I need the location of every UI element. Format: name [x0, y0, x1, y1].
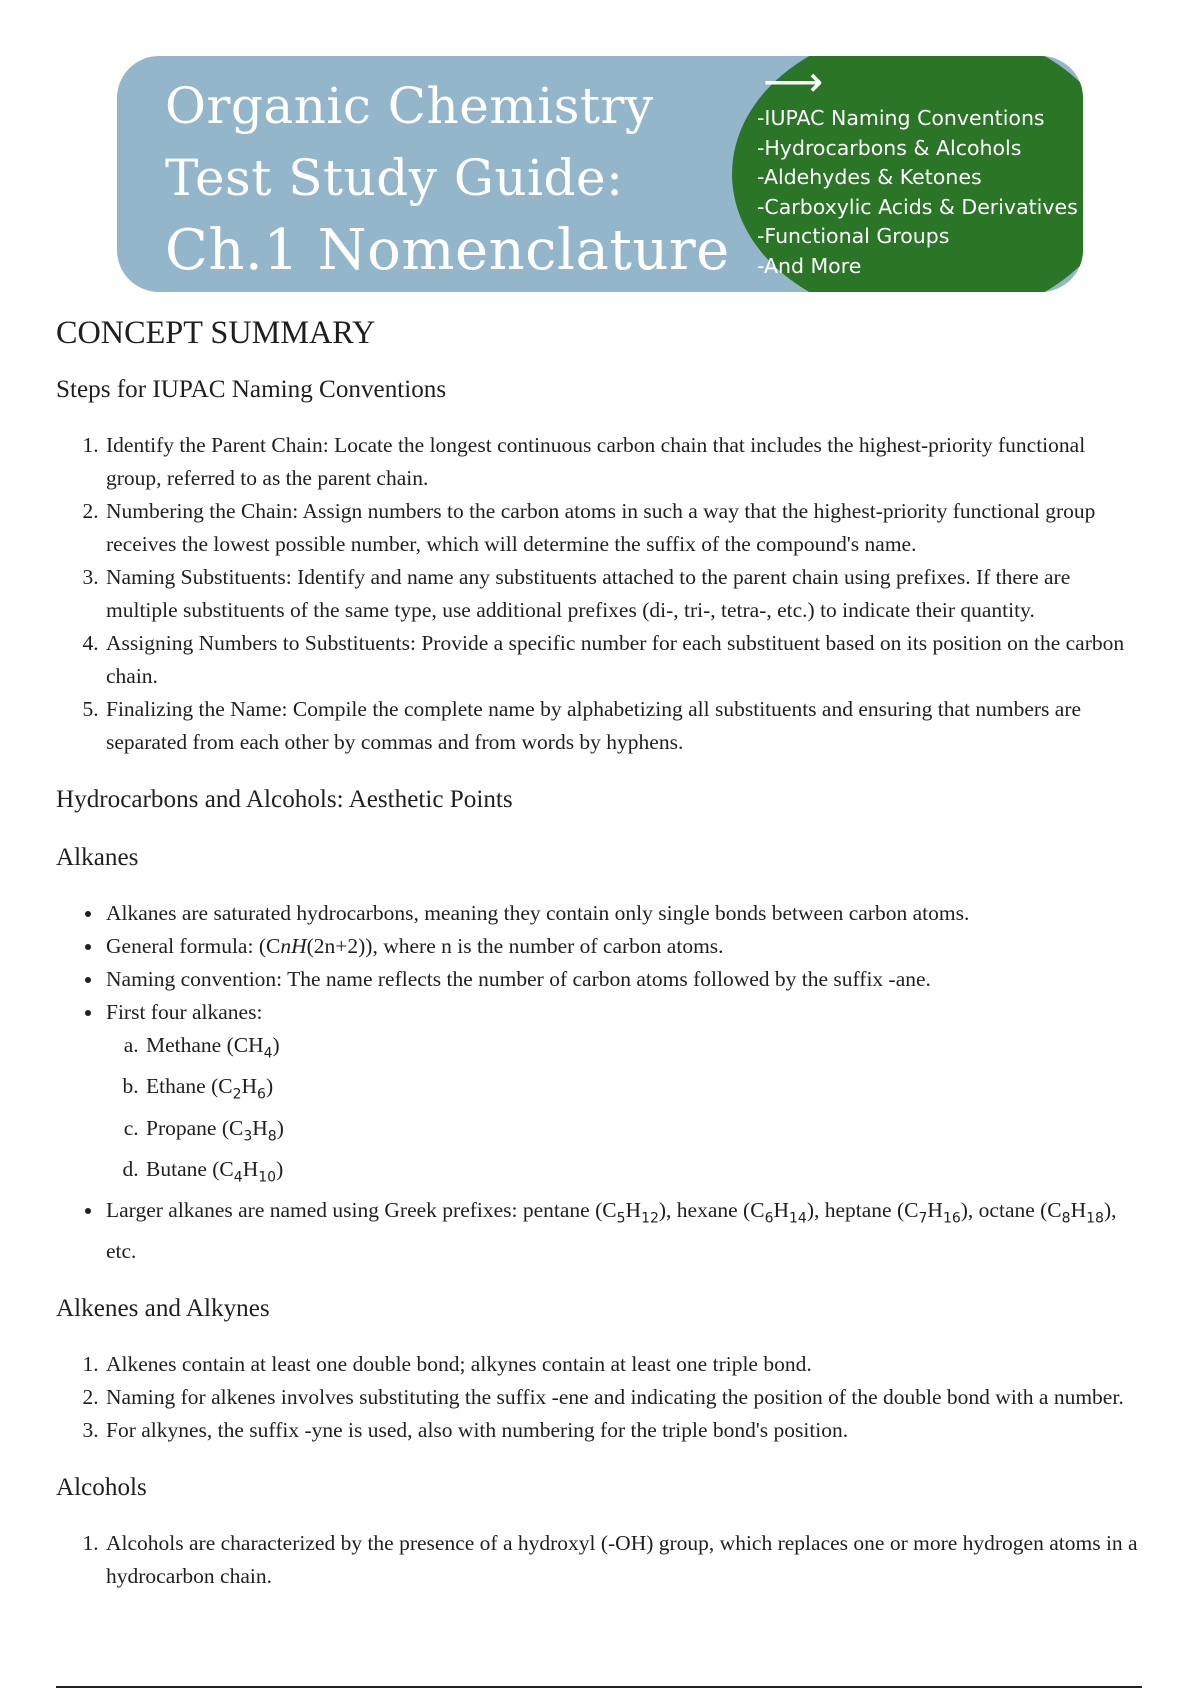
list-item: 2. Numbering the Chain: Assign numbers to the carbon atoms in such a way that the highest-priority functional group receives the lowest possible number, which will determine the suffix of the compound's name.: [104, 495, 1146, 561]
title-line-1: Organic Chemistry: [165, 77, 654, 135]
list-item: 1. Alkenes contain at least one double bond; alkynes contain at least one triple bond.: [104, 1348, 1146, 1381]
alcohols-heading: Alcohols: [56, 1474, 147, 1502]
page-divider: [56, 1686, 1142, 1688]
list-item: • Larger alkanes are named using Greek prefixes: pentane $(C_5H_{12})$, hexane $(C_6H_{14})$, heptane $(C_7H_{16})$, octane $(C_8H_{18})$, etc.: [104, 1194, 1146, 1268]
title-line-2: Test Study Guide:: [165, 149, 624, 207]
list-item: • Naming convention: The name reflects the number of carbon atoms followed by the suffix -ane.: [104, 963, 1146, 996]
list-item: d. Butane $(C_4H_{10})$: [144, 1153, 1146, 1194]
list-item: 5. Finalizing the Name: Compile the complete name by alphabetizing all substituents and ensuring that numbers are separated from each other by commas and from words by hyphens.: [104, 693, 1146, 759]
list-item: 4. Assigning Numbers to Substituents: Provide a specific number for each substituent based on its position on the carbon chain.: [104, 627, 1146, 693]
list-item: • First four alkanes: a. Methane $(CH_4)$ b. Ethane $(C_2H_6)$ c. Propane $(C_3H_8)$ d. Butane $(C_4H_{10})$: [104, 996, 1146, 1194]
alkenes-list: [56, 1348, 1146, 1447]
topics-list: [757, 57, 1078, 281]
arrow-right-icon: ⟶: [763, 57, 824, 106]
list-item: 2. Naming for alkenes involves substituting the suffix -ene and indicating the position of the double bond with a number.: [104, 1381, 1146, 1414]
alcohols-list: [56, 1527, 1146, 1593]
topic-item: -Carboxylic Acids & Derivatives: [757, 194, 1078, 219]
title-line-3: Ch.1 Nomenclature: [165, 218, 730, 283]
topic-item: -And More: [757, 253, 862, 278]
iupac-steps-list: [56, 429, 1146, 759]
alkenes-heading: Alkenes and Alkynes: [56, 1295, 270, 1323]
list-item: 1. Alcohols are characterized by the presence of a hydroxyl (-OH) group, which replaces one or more hydrogen atoms in a hydrocarbon chain.: [104, 1527, 1146, 1593]
topic-item: -Functional Groups: [757, 224, 950, 248]
concept-summary-heading: CONCEPT SUMMARY: [56, 314, 376, 350]
document-body: [56, 315, 1146, 1593]
alkanes-heading: Alkanes: [56, 844, 139, 871]
hydrocarbons-heading: Hydrocarbons and Alcohols: Aesthetic Points: [56, 786, 513, 813]
first-four-alkanes-list: [106, 1029, 1146, 1194]
list-item: • General formula: (CnH(2n+2)), where n is the number of carbon atoms.: [104, 930, 1146, 963]
topic-item: -Aldehydes & Ketones: [757, 165, 982, 189]
list-item: 1. Identify the Parent Chain: Locate the longest continuous carbon chain that includes the highest-priority functional group, referred to as the parent chain.: [104, 429, 1146, 495]
list-item: c. Propane $(C_3H_8)$: [144, 1112, 1146, 1153]
guide-title: [165, 70, 730, 288]
iupac-heading: Steps for IUPAC Naming Conventions: [56, 376, 447, 403]
topic-item: -IUPAC Naming Conventions: [757, 106, 1045, 130]
list-item: 3. For alkynes, the suffix -yne is used, also with numbering for the triple bond's position.: [104, 1414, 1146, 1447]
alkanes-list: [56, 897, 1146, 1268]
list-item: a. Methane $(CH_4)$: [144, 1029, 1146, 1070]
topic-item: -Hydrocarbons & Alcohols: [757, 135, 1022, 160]
list-item: • Alkanes are saturated hydrocarbons, meaning they contain only single bonds between carbon atoms.: [104, 897, 1146, 930]
list-item: b. Ethane $(C_2H_6)$: [144, 1070, 1146, 1111]
title-banner: [117, 56, 1083, 292]
list-item: 3. Naming Substituents: Identify and name any substituents attached to the parent chain using prefixes. If there are multiple substituents of the same type, use additional prefixes (di-, tri-, tetra-, etc.) to indicate their quantity.: [104, 561, 1146, 627]
